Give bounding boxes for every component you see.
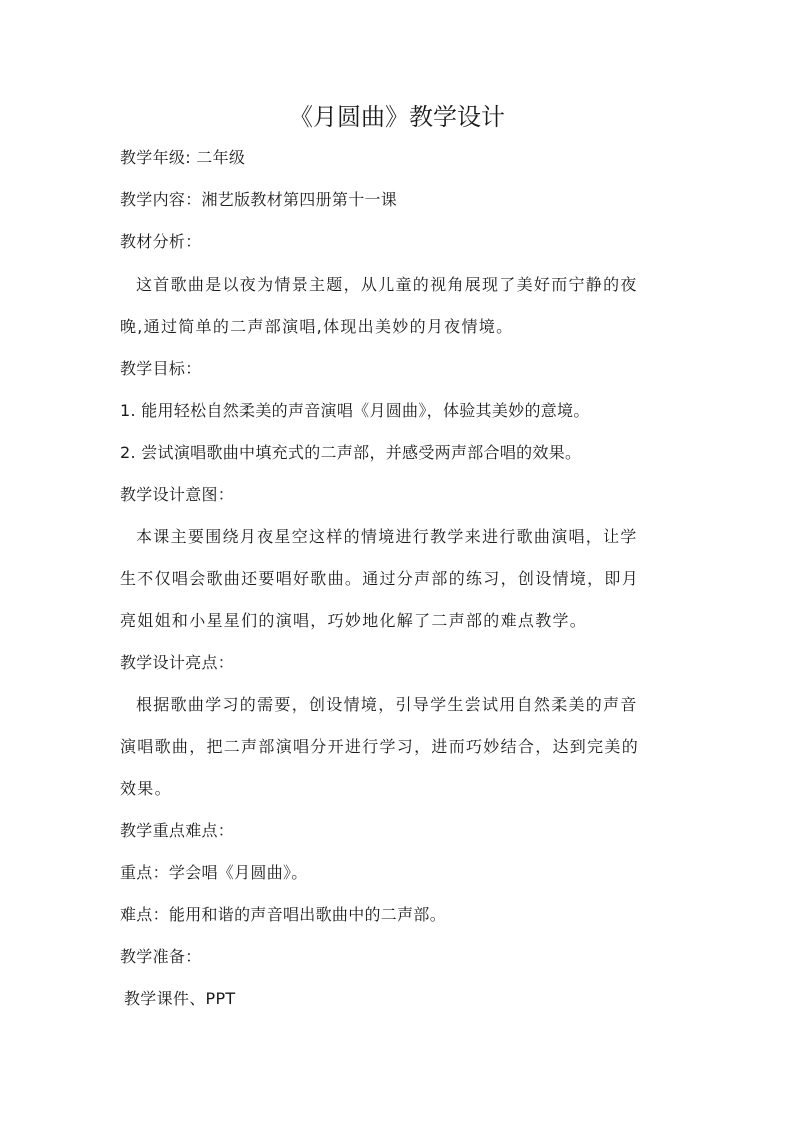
highlights-paragraph-line-3: 效果。 [120,779,172,798]
analysis-heading: 教材分析： [120,232,202,251]
difficult-point-line: 难点：能用和谐的声音唱出歌曲中的二声部。 [120,905,447,924]
prep-line: 教学课件、PPT [124,989,236,1008]
key-heading: 教学重点难点： [120,821,235,840]
goal-item-2: 2. 尝试演唱歌曲中填充式的二声部，并感受两声部合唱的效果。 [120,443,582,462]
document-title: 《月圆曲》教学设计 [289,103,505,131]
intent-paragraph-line-3: 亮姐姐和小星星们的演唱，巧妙地化解了二声部的难点教学。 [120,611,588,630]
intent-heading: 教学设计意图： [120,485,235,504]
intent-paragraph-line-1: 本课主要围绕月夜星空这样的情境进行教学来进行歌曲演唱，让学 [136,527,638,546]
key-point-line: 重点：学会唱《月圆曲》。 [120,863,308,882]
highlights-heading: 教学设计亮点： [120,653,235,672]
highlights-paragraph-line-1: 根据歌曲学习的需要，创设情境，引导学生尝试用自然柔美的声音 [136,695,638,714]
intent-paragraph-line-2: 生不仅唱会歌曲还要唱好歌曲。通过分声部的练习，创设情境，即月 [120,569,640,588]
grade-line: 教学年级: 二年级 [120,148,246,167]
analysis-paragraph-line-1: 这首歌曲是以夜为情景主题，从儿童的视角展现了美好而宁静的夜 [136,275,638,294]
highlights-paragraph-line-2: 演唱歌曲，把二声部演唱分开进行学习，进而巧妙结合，达到完美的 [120,737,640,756]
content-line: 教学内容：湘艺版教材第四册第十一课 [120,190,398,209]
prep-heading: 教学准备： [120,947,202,966]
goals-heading: 教学目标： [120,359,202,378]
goal-item-1: 1. 能用轻松自然柔美的声音演唱《月圆曲》，体验其美妙的意境。 [120,401,590,420]
analysis-paragraph-line-2: 晚,通过简单的二声部演唱,体现出美妙的月夜情境。 [120,317,514,336]
